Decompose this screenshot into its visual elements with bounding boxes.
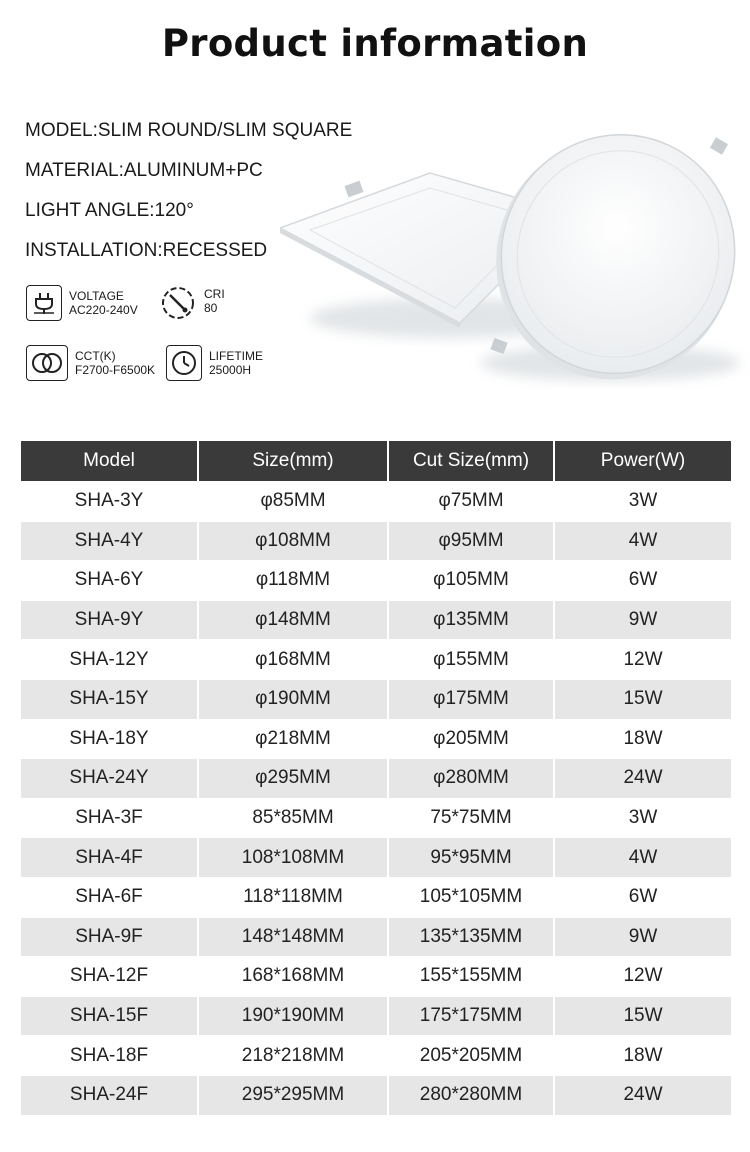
cell-cut-size: 155*155MM <box>389 956 555 996</box>
spec-model: MODEL:SLIM ROUND/SLIM SQUARE <box>25 120 353 141</box>
feature-lifetime <box>166 345 263 381</box>
cell-model: SHA-9Y <box>21 600 199 640</box>
cell-size: φ148MM <box>199 600 389 640</box>
cell-cut-size: φ280MM <box>389 758 555 798</box>
cell-model: SHA-3F <box>21 798 199 838</box>
cell-model: SHA-9F <box>21 917 199 957</box>
cell-power: 24W <box>555 758 731 798</box>
table-row <box>21 758 731 798</box>
table-row <box>21 481 731 521</box>
spec-material: MATERIAL:ALUMINUM+PC <box>25 160 263 181</box>
cell-model: SHA-24Y <box>21 758 199 798</box>
cell-model: SHA-3Y <box>21 481 199 521</box>
cct-label: CCT(K) <box>75 349 116 363</box>
cell-cut-size: φ175MM <box>389 679 555 719</box>
cell-size: 168*168MM <box>199 956 389 996</box>
cell-size: φ85MM <box>199 481 389 521</box>
cell-size: 148*148MM <box>199 917 389 957</box>
table-row <box>21 996 731 1036</box>
lifetime-label: LIFETIME <box>209 349 264 363</box>
column-header-power: Power(W) <box>555 441 731 481</box>
table-row <box>21 521 731 561</box>
cell-cut-size: 280*280MM <box>389 1075 555 1115</box>
product-image <box>280 128 750 398</box>
cell-model: SHA-4F <box>21 837 199 877</box>
cell-model: SHA-6Y <box>21 560 199 600</box>
cell-power: 24W <box>555 1075 731 1115</box>
cell-model: SHA-15F <box>21 996 199 1036</box>
cell-power: 12W <box>555 956 731 996</box>
cell-model: SHA-15Y <box>21 679 199 719</box>
cell-cut-size: 75*75MM <box>389 798 555 838</box>
table-row <box>21 956 731 996</box>
cell-size: φ190MM <box>199 679 389 719</box>
cell-model: SHA-12Y <box>21 639 199 679</box>
table-row <box>21 1075 731 1115</box>
cell-cut-size: φ205MM <box>389 719 555 759</box>
cell-size: 85*85MM <box>199 798 389 838</box>
cell-power: 4W <box>555 521 731 561</box>
feature-voltage <box>26 285 138 321</box>
table-body <box>21 481 731 1115</box>
cell-size: φ118MM <box>199 560 389 600</box>
feature-cct <box>26 345 155 381</box>
cell-power: 9W <box>555 600 731 640</box>
cell-power: 15W <box>555 996 731 1036</box>
cell-size: 218*218MM <box>199 1035 389 1075</box>
voltage-label: VOLTAGE <box>69 289 124 303</box>
cell-power: 12W <box>555 639 731 679</box>
cell-power: 9W <box>555 917 731 957</box>
table-row <box>21 798 731 838</box>
table-row <box>21 837 731 877</box>
spec-installation: INSTALLATION:RECESSED <box>25 240 268 261</box>
cell-size: 118*118MM <box>199 877 389 917</box>
column-header-size: Size(mm) <box>199 441 389 481</box>
cell-model: SHA-18F <box>21 1035 199 1075</box>
column-header-model: Model <box>21 441 199 481</box>
table-header-row <box>21 441 731 481</box>
table-row <box>21 600 731 640</box>
cct-rings-icon <box>26 345 68 381</box>
cell-model: SHA-6F <box>21 877 199 917</box>
round-panel-clip-bottom <box>490 338 507 354</box>
cell-cut-size: φ155MM <box>389 639 555 679</box>
table-row <box>21 639 731 679</box>
cell-cut-size: φ75MM <box>389 481 555 521</box>
cell-cut-size: φ105MM <box>389 560 555 600</box>
square-panel-clip <box>344 181 363 198</box>
feature-cri <box>160 285 225 321</box>
cell-size: 108*108MM <box>199 837 389 877</box>
cell-size: 295*295MM <box>199 1075 389 1115</box>
page-title: Product information <box>161 22 589 65</box>
spec-table <box>21 441 731 1115</box>
cell-cut-size: 95*95MM <box>389 837 555 877</box>
cell-power: 3W <box>555 481 731 521</box>
cell-size: φ218MM <box>199 719 389 759</box>
cell-size: φ108MM <box>199 521 389 561</box>
round-panel-clip-top <box>710 137 728 154</box>
lifetime-value: 25000H <box>209 363 252 377</box>
cell-power: 3W <box>555 798 731 838</box>
cell-power: 6W <box>555 877 731 917</box>
cell-power: 18W <box>555 719 731 759</box>
cell-model: SHA-24F <box>21 1075 199 1115</box>
table-row <box>21 560 731 600</box>
spec-light-angle: LIGHT ANGLE:120° <box>25 200 194 221</box>
cri-label: CRI <box>204 287 225 301</box>
cri-icon <box>160 285 196 321</box>
cell-cut-size: 205*205MM <box>389 1035 555 1075</box>
cell-model: SHA-18Y <box>21 719 199 759</box>
table-row <box>21 679 731 719</box>
cell-model: SHA-12F <box>21 956 199 996</box>
cell-cut-size: 175*175MM <box>389 996 555 1036</box>
table-row <box>21 1035 731 1075</box>
cell-power: 15W <box>555 679 731 719</box>
cell-size: φ168MM <box>199 639 389 679</box>
cell-size: φ295MM <box>199 758 389 798</box>
cri-value: 80 <box>204 301 218 315</box>
cell-power: 4W <box>555 837 731 877</box>
cell-size: 190*190MM <box>199 996 389 1036</box>
table-row <box>21 877 731 917</box>
column-header-cut-size: Cut Size(mm) <box>389 441 555 481</box>
table-row <box>21 719 731 759</box>
table-row <box>21 917 731 957</box>
cell-cut-size: φ95MM <box>389 521 555 561</box>
cell-cut-size: 135*135MM <box>389 917 555 957</box>
plug-icon <box>26 285 62 321</box>
cell-cut-size: φ135MM <box>389 600 555 640</box>
voltage-value: AC220-240V <box>69 303 138 317</box>
cct-value: F2700-F6500K <box>75 363 156 377</box>
cell-power: 18W <box>555 1035 731 1075</box>
cell-power: 6W <box>555 560 731 600</box>
cell-model: SHA-4Y <box>21 521 199 561</box>
clock-icon <box>166 345 202 381</box>
cell-cut-size: 105*105MM <box>389 877 555 917</box>
